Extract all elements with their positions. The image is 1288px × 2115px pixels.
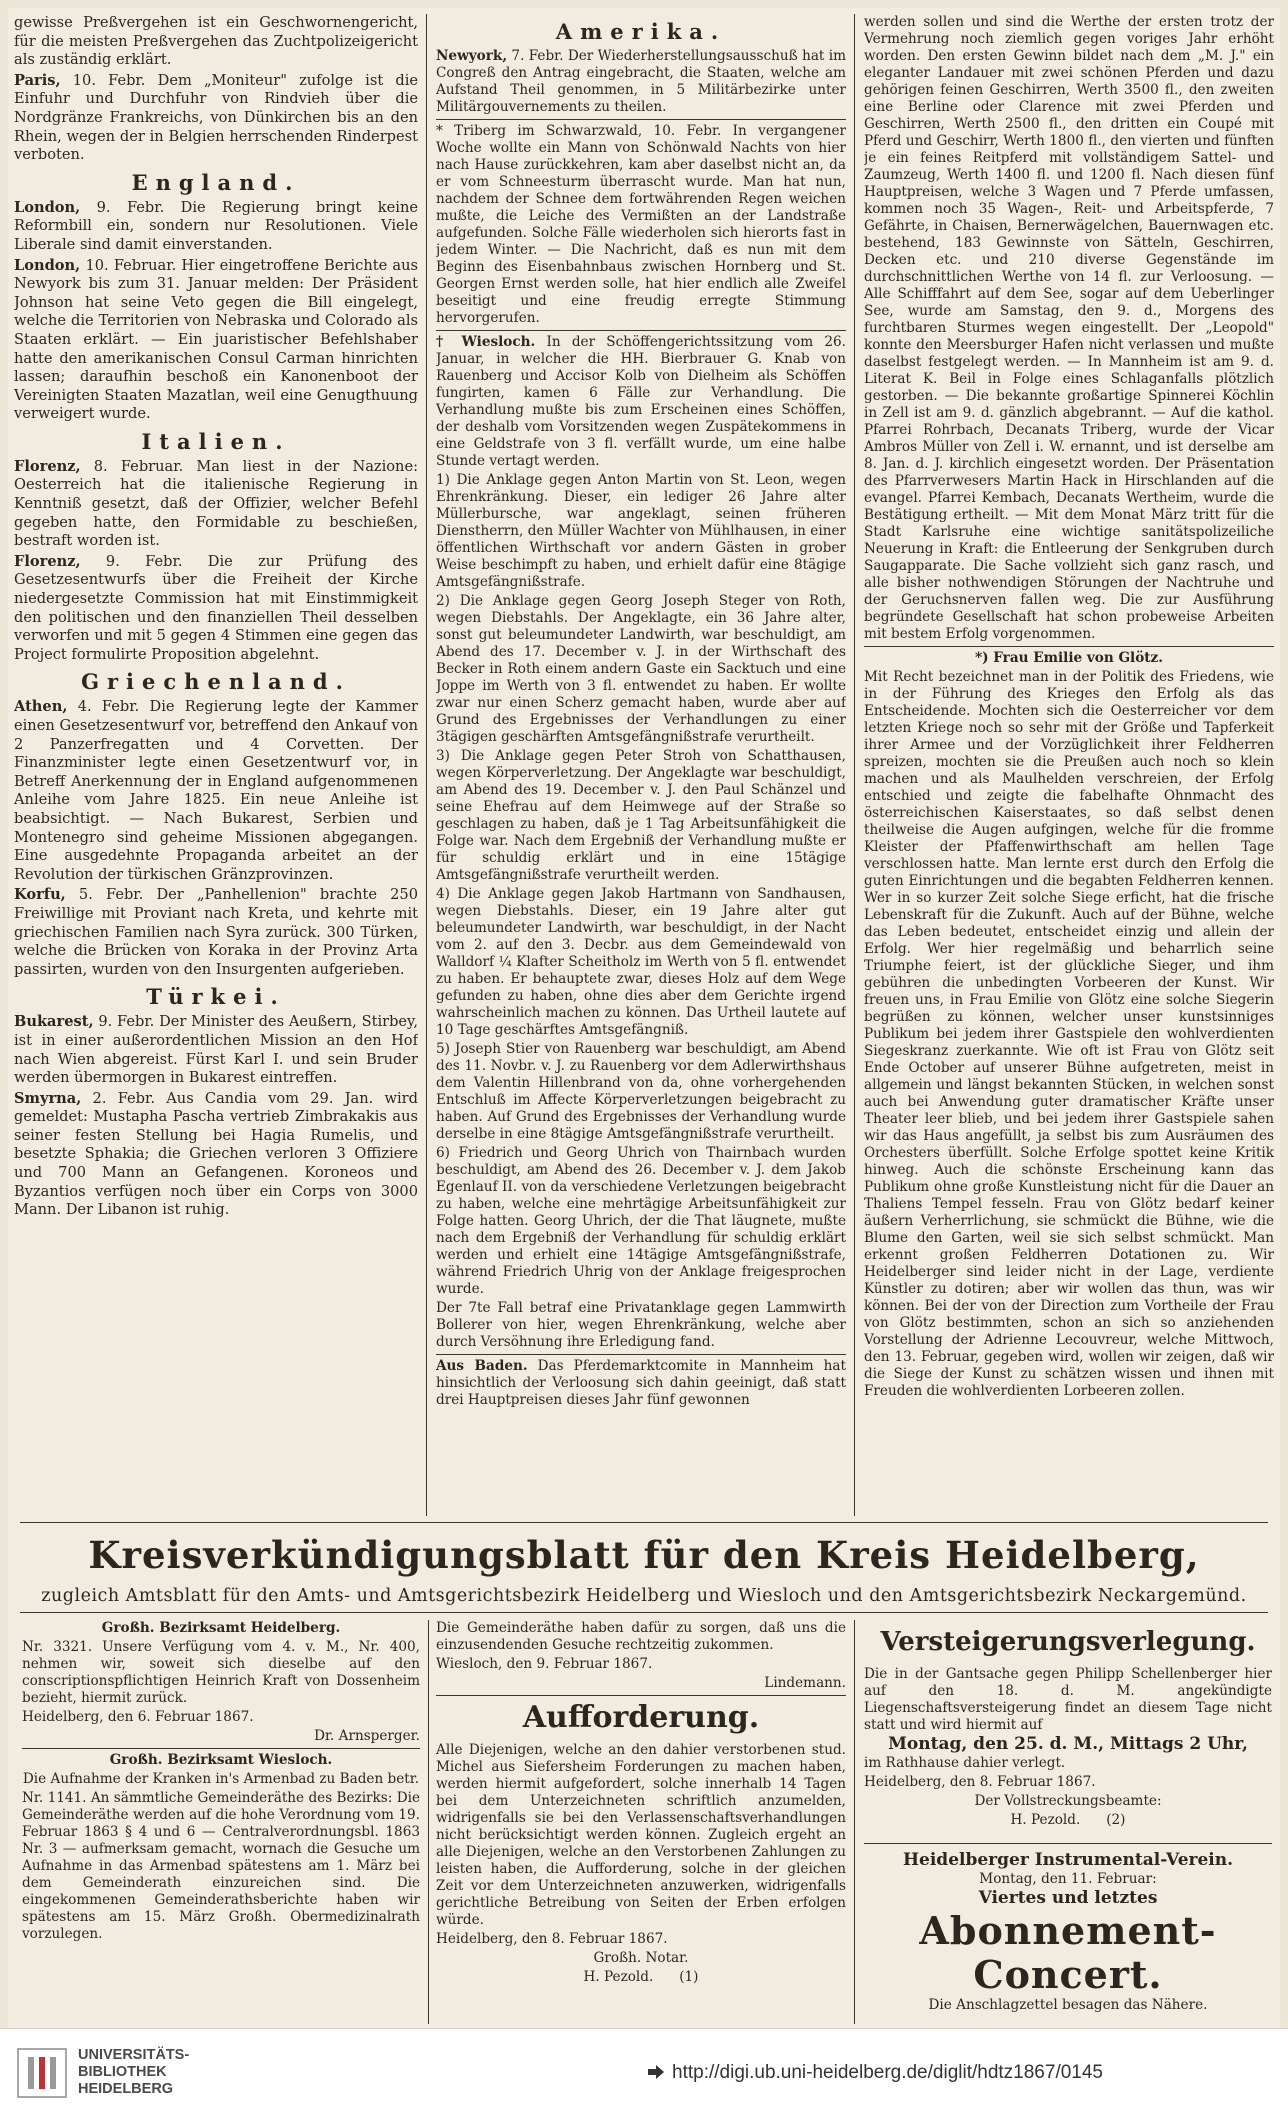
article-text: 5. Febr. Der „Panhellenion" brachte 250 Freiwillige mit Proviant nach Kreta, und kehrte mit griechischen Familien nach Syra zurück. 300 Türken, welche die Brücken von Koraka in der Provinz Arta passirten, wurden von den Insurgenten aufgerieben. [14, 886, 418, 978]
country-heading: England. [131, 169, 301, 195]
dateline: London, [14, 198, 81, 216]
article-london [14, 257, 418, 424]
article-florenz [14, 553, 418, 665]
dateline: Paris, [14, 71, 61, 89]
library-logo-icon [16, 2047, 68, 2099]
notice-place: Wiesloch, den 9. Februar 1867. [436, 1656, 653, 1672]
date: 10. Febr. [72, 71, 146, 89]
notice-title: Großh. Bezirksamt Wiesloch. [109, 1752, 333, 1768]
divider [22, 1748, 420, 1749]
dateline: Bukarest, [14, 1013, 94, 1031]
notice-number: (1) [679, 1969, 699, 1985]
dateline: Korfu, [14, 886, 66, 904]
dateline: Smyrna, [14, 1089, 82, 1107]
dateline: Florenz, [14, 457, 81, 475]
column-divider [428, 1620, 429, 2024]
masthead-rule [20, 1612, 1268, 1613]
permalink-url[interactable]: http://digi.ub.uni-heidelberg.de/diglit/hdtz1867/0145 [672, 2062, 1103, 2083]
notice-subject: Die Aufnahme der Kranken in's Armenbad zu Baden betr. [22, 1771, 420, 1787]
article-text: 8. Februar. Man liest in der Nazione: Oesterreich hat die italienische Regierung in Kenntniß gesetzt, daß der Offizier, welcher Befehl gegeben hatte, den Formidable zu beschießen, bestraft worden ist. [14, 457, 418, 550]
case-item: 4) Die Anklage gegen Jakob Hartmann von Sandhausen, wegen Diebstahls. Dieser, ein 19 Jahre alter gut beleumundeter Landwirth, war beschuldigt, in der Nacht vom 2. auf den 3. Decbr. aus dem Gemeindewald von Walldorf ¼ Klafter Scheitholz im Werth von 5 fl. entwendet zu haben. Er behauptete zwar, dieses Holz auf dem Wege gefunden zu haben, ohne dies aber dem Gerichte irgend wahrscheinlich machen zu können. Das Urtheil lautete auf 10 Tage geschärftes Amtsgefängniß. [436, 886, 846, 1038]
article-text: 9. Febr. Die Regierung bringt keine Reformbill ein, sondern nur Resolutionen. Viele Liberale sind damit einverstanden. [14, 198, 418, 253]
article-text: 7. Febr. Der Wiederherstellungsausschuß hat im Congreß den Antrag eingebracht, die Staaten, welche am Aufstand Theil genommen, in 5 Militärbezirke unter Militärgouvernements zu theilen. [436, 48, 846, 115]
article-florenz [14, 458, 418, 551]
dateline: Aus Baden. [436, 1358, 528, 1374]
article-triberg: * Triberg im Schwarzwald, 10. Febr. In vergangener Woche wollte ein Mann von Schönwald Nachts von hier nach Hause zurückkehren, kam aber daselbst nicht an, da er vom Schneesturm überrascht wurde. Man hat nun, nachdem der Schnee dem fortwährenden Regen weichen mußte, die Leiche des Vermißten an der Landstraße aufgefunden. Solche Fälle wiederholen sich hierorts fast in jedem Winter. — Die Nachricht, daß es nun mit dem Beginn des Eisenbahnbaus zwischen Hornberg und St. Georgen Ernst werden solle, hat hier endlich alle Zweifel beseitigt und eine freudig erregte Stimmung hervorgerufen. [436, 123, 846, 326]
country-heading: Türkei. [146, 984, 286, 1010]
divider [436, 330, 846, 331]
article-text: Das Pferdemarktcomite in Mannheim hat hinsichtlich der Verloosung sich dahin geeinigt, daß statt drei Hauptpreisen dieses Jahr fünf gewonnen [436, 1358, 846, 1408]
notice-place: Heidelberg, den 6. Februar 1867. [22, 1709, 254, 1725]
article-text: gewisse Preßvergehen ist ein Geschwornengericht, für die meisten Preßvergehen das Zuchtpolizeigericht als zuständig erklärt. [14, 14, 418, 69]
notice-signature: Lindemann. [764, 1675, 846, 1691]
notice-text: Alle Diejenigen, welche an den dahier verstorbenen stud. Michel aus Siefersheim Forderungen zu machen haben, werden hiermit aufgefordert, solche innerhalb 14 Tagen bei dem Unterzeichneten schriftlich anzumelden, widrigenfalls sie bei den Verlassenschaftsverhandlungen nicht berücksichtigt werden können. Zugleich ergeht an alle Diejenigen, welche an den Verstorbenen Zahlungen zu leisten haben, die Aufforderung, solche in der gleichen Zeit vor dem Unterzeichneten anzuwerken, widrigenfalls gerichtliche Betreibung von Seiten der Erben erfolgen würde. [436, 1742, 846, 1928]
divider [436, 119, 846, 120]
divider [436, 1354, 846, 1355]
notice-office: Großh. Notar. [593, 1950, 689, 1966]
article-paris [14, 72, 418, 165]
notice-text: im Rathhause dahier verlegt. [864, 1755, 1066, 1771]
case-item: 6) Friedrich und Georg Uhrich von Thairnbach wurden beschuldigt, am Abend des 26. December v. J. dem Jakob Egenlauf II. von da verschiedene Verletzungen beigebracht zu haben, welche eine mehrtägige Arbeitsunfähigkeit zur Folge hatten. Georg Uhrich, der die That läugnete, mußte nach dem Ergebniß der Verhandlung für schuldig erklärt werden und erhielt eine 14tägige Amtsgefängnißstrafe, während Friedrich Uhrig von der Anklage freigesprochen wurde. [436, 1145, 846, 1297]
notice-heading: Versteigerungsverlegung. [880, 1627, 1256, 1657]
article-newyork [436, 48, 846, 116]
notice-signature: H. Pezold. [583, 1969, 654, 1985]
column-divider [854, 1620, 855, 2024]
article-wiesloch [436, 334, 846, 470]
feuilleton-heading: *) Frau Emilie von Glötz. [974, 650, 1164, 666]
article-text: 10. Februar. Hier eingetroffene Berichte aus Newyork bis zum 31. Januar melden: Der Präsident Johnson hat seine Veto gegen die Bill eingelegt, welche die Territorien von Nebraska und Colorado als Staaten erklärt. — Ein juaristischer Befehlshaber hatte den amerikanischen Consul Carman hinrichten lassen; daraufhin beschoß ein Kanonenboot der Vereinigten Staaten Mazatlan, weil eine Genugthuung verweigert wurde. [14, 256, 418, 423]
masthead-subtitle: zugleich Amtsblatt für den Amts- und Amtsgerichtsbezirk Heidelberg und Wiesloch und den Amtsgerichtsbezirk Neckargemünd. [41, 1586, 1247, 1606]
case-item: Der 7te Fall betraf eine Privatanklage gegen Lammwirth Bollerer von hier, wegen Ehrenkränkung, welche aber durch Versöhnung ihre Erledigung fand. [436, 1300, 846, 1350]
notice-signature-line [436, 1969, 846, 1986]
feuilleton-text: Mit Recht bezeichnet man in der Politik des Friedens, wie in der Führung des Krieges den Erfolg als das Entscheidende. Mochten sich die Oesterreicher vor dem letzten Kriege noch so sehr mit der Größe und Tapferkeit ihrer Armee und der Vorzüglichkeit ihrer Feldherren spreizen, mochten sie die Preußen auch noch so klein machen und als Maulhelden verschreien, der Erfolg entschied und zeigte die fabelhafte Ohnmacht des österreichischen Kaiserstaates, so daß selbst denen theilweise die Augen aufgingen, welche für die fromme Kleister der Pfaffenwirthschaft am hellen Tage verschlossen hatte. Man lernte erst durch den Erfolg die guten Einrichtungen und die begabten Feldherren kennen. Wer in so kurzer Zeit solche Siege erficht, hat die frische Lebenskraft für die Zukunft. Auch auf der Bühne, welche das Leben bedeutet, entscheidet einzig und allein der Erfolg. Wer hier regelmäßig und beharrlich seine Triumphe feiert, ist der glückliche Sieger, und ihm gebühren die unbedingten Vorbeeren der Kunst. Wir freuen uns, in Frau Emilie von Glötz eine solche Siegerin begrüßen zu können, welcher unser kunstsinniges Publikum bei jedem ihrer Gastspiele den wohlverdienten Siegeskranz zuerkannte. Wie oft ist Frau von Glötz seit Ende October auf unserer Bühne aufgetreten, meist in allgemein und längst bekannten Stücken, in welchen sonst auch bei Anwendung guter dramatischer Kräfte unser Theater leer blieb, und bei jedem ihrer Gastspiele sahen wir das Haus angefüllt, ja selbst bis zum Ausräumen des Orchesters überfüllt. Solche Erfolge spottet keine Kritik hinweg. Auch die schönste Erscheinung kann das Publikum ohne große Kunstleistung nicht für die Dauer an Thaliens Tempel fesseln. Frau von Glötz bedarf keiner äußern Verherrlichung, sie schmückt die Bühne, wie die Blume den Garten, weil sie sich selbst schmückt. Man erkennt großen Feldherren Dotationen zu. Wir Heidelberger sind leider nicht in der Lage, verdiente Künstler zu dotiren; aber wir wollen das thun, was wir können. Bei der von der Direction zum Vortheile der Frau von Glötz bestimmten, schon an sich so anziehenden Vorstellung der Adrienne Lecouvreur, welche Mittwoch, den 13. Februar, gegeben wird, wollen wir zeigen, daß wir die Siege der Kunst zu schätzen wissen und ihnen mit Freuden die wohlverdienten Lorbeeren zollen. [864, 669, 1274, 1399]
notice-signature-line [864, 1812, 1272, 1829]
library-name-line: HEIDELBERG [78, 2081, 174, 2097]
left-column [14, 14, 418, 1518]
column-divider [854, 14, 855, 1516]
notice-date: Montag, den 25. d. M., Mittags 2 Uhr, [888, 1734, 1248, 1754]
article-london [14, 199, 418, 255]
notice-place: Heidelberg, den 8. Februar 1867. [864, 1774, 1096, 1790]
divider [436, 1695, 846, 1696]
right-column [864, 14, 1274, 1518]
link-arrow-icon [648, 2065, 664, 2079]
article-text: Dem „Moniteur" zufolge ist die Einfuhr und Durchfuhr von Rindvieh über die Nordgränze Frankreichs, von Dünkirchen bis an den Rhein, wegen der in Belgien herrschenden Rinderpest verboten. [14, 71, 418, 164]
notice-column-left [22, 1620, 420, 2024]
article-text: 2. Febr. Aus Candia vom 29. Jan. wird gemeldet: Mustapha Pascha vertrieb Zimbrakakis aus seiner festen Stellung bei Hagia Rumelis, und besetzte Sphakia; die Griechen verloren 3 Offiziere und 700 Mann an Gefangenen. Koroneos und Byzantios verfügen noch über ein Corps von 3000 Mann. Der Libanon ist ruhig. [14, 1089, 418, 1219]
country-heading: Amerika. [555, 19, 727, 44]
notice-text: Nr. 3321. Unsere Verfügung vom 4. v. M., Nr. 400, nehmen wir, soweit sich dieselbe auf den conscriptionspflichtigen Heinrich Kraft von Dossenheim bezieht, hiermit zurück. [22, 1639, 420, 1706]
article-smyrna [14, 1090, 418, 1220]
case-item: 1) Die Anklage gegen Anton Martin von St. Leon, wegen Ehrenkränkung. Dieser, ein lediger 26 Jahre alter Müllerbursche, war angeklagt, seinen früheren Dienstherrn, den Müller Wachter von Mühlhausen, in einer öffentlichen Wirthschaft vor andern Gästen in grober Weise beschimpft zu haben, und erhielt dafür eine 8tägige Amtsgefängnißstrafe. [436, 472, 846, 590]
notice-column-middle [436, 1620, 846, 2024]
notice-text: Die in der Gantsache gegen Philipp Schellenberger hier auf den 18. d. M. angekündigte Liegenschaftsversteigerung findet an diesem Tage nicht statt und wird hiermit auf [864, 1666, 1272, 1733]
article-baden [436, 1358, 846, 1409]
article-text: 9. Febr. Die zur Prüfung des Gesetzesentwurfs über die Freiheit der Kirche niedergesetzte Commission hat mit Einstimmigkeit den politischen und den finanziellen Theil desselben verworfen und mit 5 gegen 4 Stimmen eine gegen das Project formulirte Proposition abgelehnt. [14, 552, 418, 663]
dateline: † Wiesloch. [436, 334, 536, 350]
divider [864, 646, 1274, 647]
notice-number: (2) [1106, 1812, 1126, 1828]
concert-date: Montag, den 11. Februar: [979, 1871, 1157, 1887]
newspaper-page [8, 8, 1280, 2028]
concert-subtitle: Viertes und letztes [978, 1888, 1158, 1908]
notice-title: Großh. Bezirksamt Heidelberg. [101, 1620, 341, 1636]
column-divider [426, 14, 427, 1516]
middle-column [436, 14, 846, 1518]
masthead-rule [20, 1522, 1268, 1523]
case-item: 3) Die Anklage gegen Peter Stroh von Schatthausen, wegen Körperverletzung. Der Angeklagte war beschuldigt, am Abend des 19. December v. J. den Paul Schänzel und seine Ehefrau auf dem Heimwege auf der Straße so geschlagen zu haben, daß je 1 Tag Arbeitsunfähigkeit die Folge war. Nach dem Ergebniß der Verhandlung mußte er für schuldig erklärt und in eine 15tägige Amtsgefängnißstrafe verurtheilt werden. [436, 748, 846, 883]
notice-signature: H. Pezold. [1010, 1812, 1081, 1828]
article-text: In der Schöffengerichtssitzung vom 26. Januar, in welcher die HH. Bierbrauer G. Knab von Rauenberg und Accisor Kolb von Dielheim als Schöffen fungirten, kamen 6 Fälle zur Verhandlung. Die Verhandlung mußte bis zum Erscheinen eines Schöffen, der deshalb vom Vorsitzenden wegen Zuspätekommens in eine Geldstrafe von 3 fl. verfällt wurde, um eine halbe Stunde vertagt werden. [436, 334, 846, 469]
digitization-footer [0, 2028, 1288, 2115]
concert-organizer: Heidelberger Instrumental-Verein. [902, 1850, 1234, 1870]
dateline: Newyork, [436, 48, 508, 64]
notice-heading: Aufforderung. [522, 1700, 760, 1735]
divider [864, 1843, 1272, 1844]
library-name-line: UNIVERSITÄTS- [78, 2047, 190, 2063]
masthead-title: Kreisverkündigungsblatt für den Kreis Heidelberg, [88, 1533, 1200, 1577]
article-bukarest [14, 1013, 418, 1087]
notice-text: Nr. 1141. An sämmtliche Gemeinderäthe des Bezirks: Die Gemeinderäthe werden auf die hohe Verordnung vom 19. Februar 1863 § 4 und 6 — Centralverordnungsbl. 1863 Nr. 3 — aufmerksam gemacht, wornach die Gesuche um Aufnahme in das Armenbad spätestens am 1. März bei dem Gemeinderath einzureichen sind. Die eingekommenen Gemeinderathsberichte haben wir spätestens am 15. März Großh. Obermedizinalrath vorzulegen. [22, 1790, 420, 1942]
article-text: 9. Febr. Der Minister des Aeußern, Stirbey, ist in einer außerordentlichen Mission an den Hof nach Wien abgereist. Fürst Karl I. und sein Bruder werden übermorgen in Bukarest eintreffen. [14, 1013, 418, 1087]
article-athen [14, 698, 418, 884]
concert-note: Die Anschlagzettel besagen das Nähere. [928, 1997, 1208, 2013]
case-item: 5) Joseph Stier von Rauenberg war beschuldigt, am Abend des 11. Novbr. v. J. zu Rauenberg vor dem Adlerwirthshaus dem Valentin Hillenbrand von da, ohne vorhergehenden Entschluß im Affecte Körperverletzungen beigebracht zu haben. Auf Grund des Ergebnisses der Verhandlung wurde derselbe in eine 8tägige Amtsgefängnißstrafe verurtheilt. [436, 1041, 846, 1142]
library-name-line: BIBLIOTHEK [78, 2064, 167, 2080]
dateline: Florenz, [14, 552, 81, 570]
dateline: London, [14, 256, 81, 274]
notice-place: Heidelberg, den 8. Februar 1867. [436, 1931, 668, 1947]
notice-text: Die Gemeinderäthe haben dafür zu sorgen, daß uns die einzusendenden Gesuche rechtzeitig zukommen. [436, 1620, 846, 1653]
library-name [78, 2047, 189, 2098]
dateline: Athen, [14, 698, 68, 716]
concert-title: Abonnement-Concert. [919, 1908, 1217, 1997]
article-text: 4. Febr. Die Regierung legte der Kammer einen Gesetzesentwurf vor, betreffend den Ankauf von 2 Panzerfregatten und 4 Corvetten. Der Finanzminister legte einen Gesetzentwurf vor, in Betreff Anerkennung der in England aufgenommenen Anleihe vom Jahre 1825. Ein neue Anleihe ist beabsichtigt. — Nach Bukarest, Serbien und Montenegro sind geheime Missionen abgegangen. Eine ausgedehnte Propaganda arbeitet an der Revolution der türkischen Gränzprovinzen. [14, 698, 418, 883]
article-continuation: werden sollen und sind die Werthe der ersten trotz der Vermehrung noch ziemlich gegen voriges Jahr erhöht worden. Den ersten Gewinn bildet nach dem „M. J." ein eleganter Landauer mit zwei schönen Pferden und dazu gehörigen feinen Geschirren, Werth 3500 fl., den zweiten eine Berline oder Clarence mit zwei Pferden und Geschirren, Werth 2500 fl., den dritten ein Coupé mit Pferd und Geschirr, Werth 1800 fl., den vierten und fünften je ein feines Reitpferd mit vollständigem Sattel- und Zaumzeug, Werth 1400 fl. und 1200 fl. Nach diesen fünf Hauptpreisen, welche 3 Wagen und 7 Pferde umfassen, kommen noch 35 Wagen-, Reit- und Arbeitspferde, 7 Gefährte, in Chaisen, Bernerwägelchen, Bauernwagen etc. bestehend, 183 Gewinnste von Sätteln, Geschirren, Decken etc. und 210 diverse Gegenstände im durchschnittlichen Werthe von 14 fl. zur Verloosung. — Alle Schifffahrt auf dem See, sogar auf dem Ueberlinger See, wurde am Samstag, den 9. d., Morgens des furchtbaren Sturmes wegen eingestellt. Der „Leopold" konnte den Meersburger Hafen nicht verlassen und mußte daselbst festgelegt werden. — In Mannheim ist am 9. d. Literat K. Beil in Folge eines Schlaganfalls plötzlich gestorben. — Die bekannte großartige Spinnerei Köchlin in Zell ist am 9. d. gänzlich abgebrannt. — Auf die kathol. Pfarrei Rohrbach, Decanats Triberg, wurde der Vicar Ambros Müller von Zell i. W. ernannt, und ist derselbe am 8. Jan. d. J. kirchlich eingesetzt worden. Der Präsentation des Pfarrverwesers Martin Hack in Hirschlanden auf die evangel. Pfarrei Kembach, Decanats Wertheim, wurde die Bestätigung ertheilt. — Mit dem Monat März tritt für die Stadt Karlsruhe eine wichtige sanitätspolizeiliche Neuerung in Kraft: die Entleerung der Senkgruben durch Saugapparate. Die Sache vollzieht sich ganz rasch, und alle bisher nothwendigen Störungen der Nachtruhe und der Geruchsnerven fallen weg. Die zur Ausführung begründete Gesellschaft hat schon probeweise Arbeiten mit bestem Erfolg vorgenommen. [864, 14, 1274, 642]
article-korfu [14, 886, 418, 979]
notice-signature: Dr. Arnsperger. [314, 1728, 420, 1744]
notice-office: Der Vollstreckungsbeamte: [974, 1793, 1162, 1809]
notice-column-right [864, 1620, 1272, 2024]
country-heading: Italien. [141, 428, 291, 454]
case-item: 2) Die Anklage gegen Georg Joseph Steger von Roth, wegen Diebstahls. Der Angeklagte, ein 36 Jahre alter, sonst gut beleumundeter Landwirth, war beschuldigt, am Abend des 17. December v. J. in der Wirthschaft des Becker in Roth einem andern Gaste ein Sacktuch und eine Joppe im Werth von 3 fl. entwendet zu haben. Er wollte zwar nur einen Scherz gemacht haben, wurde aber auf Grund des Ergebnisses der Verhandlungen zu einer 3tägigen geschärften Amtsgefängnißstrafe verurtheilt. [436, 593, 846, 745]
country-heading: Griechenland. [81, 669, 351, 695]
